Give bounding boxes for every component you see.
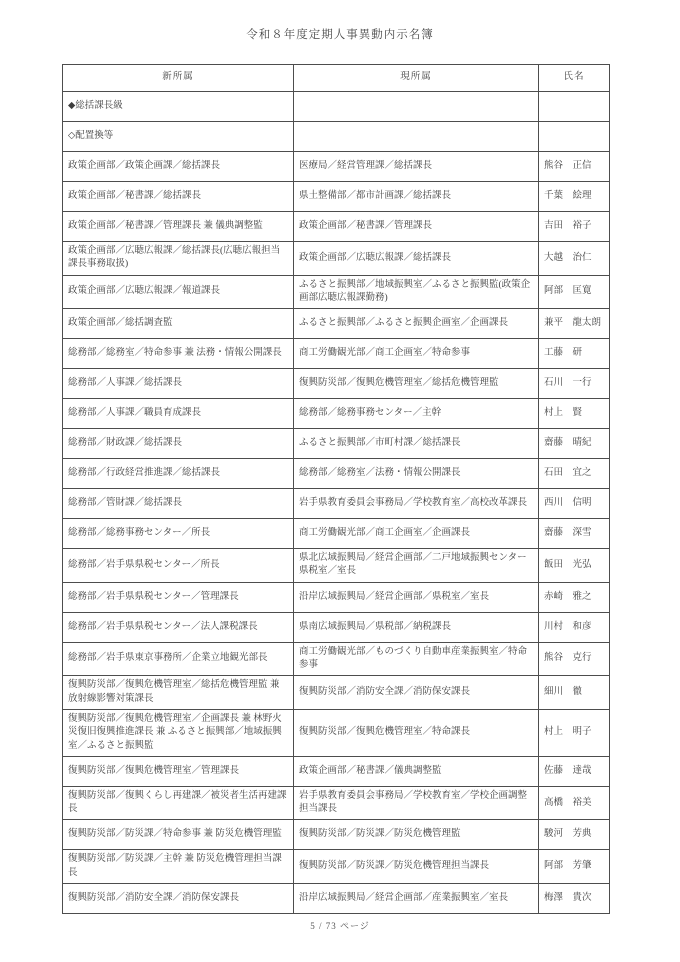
table-row	[63, 786, 610, 820]
cell-current-affiliation	[294, 122, 539, 152]
cell-name: 熊谷 正信	[539, 152, 610, 182]
personnel-table	[62, 64, 610, 914]
cell-current-affiliation: 復興防災部／復興危機管理室／特命課長	[294, 709, 539, 756]
table-row	[63, 850, 610, 884]
table-row	[63, 676, 610, 710]
table-row	[63, 212, 610, 242]
cell-new-affiliation: 総務部／岩手県県税センター／法人課税課長	[63, 612, 294, 642]
cell-current-affiliation	[294, 92, 539, 122]
table-row	[63, 820, 610, 850]
cell-name: 飯田 光弘	[539, 549, 610, 583]
cell-name: 大越 治仁	[539, 242, 610, 276]
cell-name: 石田 宜之	[539, 459, 610, 489]
table-row	[63, 489, 610, 519]
cell-new-affiliation: 総務部／行政経営推進課／総括課長	[63, 459, 294, 489]
cell-new-affiliation: 政策企画部／広聴広報課／報道課長	[63, 275, 294, 309]
cell-new-affiliation: ◇配置換等	[63, 122, 294, 152]
cell-name: 千葉 絵理	[539, 182, 610, 212]
table-row	[63, 612, 610, 642]
cell-current-affiliation: 政策企画部／秘書課／儀典調整監	[294, 756, 539, 786]
header-name: 氏名	[539, 65, 610, 92]
cell-current-affiliation: 県北広域振興局／経営企画部／二戸地域振興センター県税室／室長	[294, 549, 539, 583]
cell-new-affiliation: 総務部／岩手県県税センター／所長	[63, 549, 294, 583]
cell-current-affiliation: 商工労働観光部／ものづくり自動車産業振興室／特命参事	[294, 642, 539, 676]
cell-current-affiliation: 復興防災部／防災課／防災危機管理監	[294, 820, 539, 850]
cell-new-affiliation: 総務部／総務室／特命参事 兼 法務・情報公開課長	[63, 339, 294, 369]
cell-name: 村上 明子	[539, 709, 610, 756]
cell-new-affiliation: 政策企画部／政策企画課／総括課長	[63, 152, 294, 182]
cell-new-affiliation: 総務部／岩手県東京事務所／企業立地観光部長	[63, 642, 294, 676]
cell-name: 阿部 匡寛	[539, 275, 610, 309]
cell-new-affiliation: 政策企画部／秘書課／総括課長	[63, 182, 294, 212]
cell-current-affiliation: 商工労働観光部／商工企画室／特命参事	[294, 339, 539, 369]
cell-current-affiliation: ふるさと振興部／ふるさと振興企画室／企画課長	[294, 309, 539, 339]
cell-new-affiliation: 復興防災部／消防安全課／消防保安課長	[63, 884, 294, 914]
cell-new-affiliation: 復興防災部／復興危機管理室／企画課長 兼 林野火災復旧復興推進課長 兼 ふるさと振興部／地域振興室／ふるさと振興監	[63, 709, 294, 756]
table-row	[63, 884, 610, 914]
cell-name: 赤崎 雅之	[539, 582, 610, 612]
cell-current-affiliation: 沿岸広域振興局／経営企画部／県税室／室長	[294, 582, 539, 612]
section-row	[63, 92, 610, 122]
table-row	[63, 709, 610, 756]
cell-current-affiliation: 政策企画部／広聴広報課／総括課長	[294, 242, 539, 276]
table-row	[63, 369, 610, 399]
cell-name: 吉田 裕子	[539, 212, 610, 242]
table-row	[63, 459, 610, 489]
cell-new-affiliation: 政策企画部／広聴広報課／総括課長(広聴広報担当課長事務取扱)	[63, 242, 294, 276]
table-row	[63, 429, 610, 459]
cell-name: 高橋 裕美	[539, 786, 610, 820]
section-row	[63, 122, 610, 152]
cell-name	[539, 92, 610, 122]
cell-current-affiliation: 政策企画部／秘書課／管理課長	[294, 212, 539, 242]
cell-current-affiliation: 岩手県教育委員会事務局／学校教育室／高校改革課長	[294, 489, 539, 519]
cell-current-affiliation: 医療局／経営管理課／総括課長	[294, 152, 539, 182]
table-row	[63, 399, 610, 429]
cell-current-affiliation: 県土整備部／都市計画課／総括課長	[294, 182, 539, 212]
cell-name: 工藤 研	[539, 339, 610, 369]
table-row	[63, 756, 610, 786]
cell-name: 兼平 龍太朗	[539, 309, 610, 339]
cell-name	[539, 122, 610, 152]
header-new-affiliation: 新所属	[63, 65, 294, 92]
page-number: 5 / 73 ページ	[310, 921, 370, 931]
cell-current-affiliation: 総務部／総務事務センター／主幹	[294, 399, 539, 429]
cell-current-affiliation: 復興防災部／消防安全課／消防保安課長	[294, 676, 539, 710]
cell-name: 石川 一行	[539, 369, 610, 399]
document-title: 令和８年度定期人事異動内示名簿	[246, 29, 434, 41]
cell-current-affiliation: 沿岸広域振興局／経営企画部／産業振興室／室長	[294, 884, 539, 914]
header-current-affiliation: 現所属	[294, 65, 539, 92]
cell-name: 梅澤 貴次	[539, 884, 610, 914]
cell-new-affiliation: 総務部／総務事務センター／所長	[63, 519, 294, 549]
table-header-row	[63, 65, 610, 92]
cell-name: 熊谷 克行	[539, 642, 610, 676]
table-row	[63, 582, 610, 612]
cell-new-affiliation: 総務部／岩手県県税センター／管理課長	[63, 582, 294, 612]
cell-new-affiliation: 総務部／人事課／職員育成課長	[63, 399, 294, 429]
table-row	[63, 642, 610, 676]
cell-current-affiliation: ふるさと振興部／市町村課／総括課長	[294, 429, 539, 459]
table-row	[63, 182, 610, 212]
cell-current-affiliation: 岩手県教育委員会事務局／学校教育室／学校企画調整担当課長	[294, 786, 539, 820]
table-row	[63, 519, 610, 549]
cell-name: 西川 信明	[539, 489, 610, 519]
table-row	[63, 152, 610, 182]
cell-name: 齋藤 晴紀	[539, 429, 610, 459]
table-row	[63, 242, 610, 276]
cell-new-affiliation: 復興防災部／復興くらし再建課／被災者生活再建課長	[63, 786, 294, 820]
cell-name: 佐藤 達哉	[539, 756, 610, 786]
table-body	[63, 92, 610, 914]
table-row	[63, 275, 610, 309]
cell-new-affiliation: 総務部／財政課／総括課長	[63, 429, 294, 459]
cell-current-affiliation: 総務部／総務室／法務・情報公開課長	[294, 459, 539, 489]
table-row	[63, 549, 610, 583]
cell-name: 阿部 芳肇	[539, 850, 610, 884]
cell-new-affiliation: 復興防災部／防災課／特命参事 兼 防災危機管理監	[63, 820, 294, 850]
cell-current-affiliation: ふるさと振興部／地域振興室／ふるさと振興監(政策企画部広聴広報課勤務)	[294, 275, 539, 309]
cell-new-affiliation: 総務部／人事課／総括課長	[63, 369, 294, 399]
cell-name: 齋藤 深雪	[539, 519, 610, 549]
cell-new-affiliation: 政策企画部／秘書課／管理課長 兼 儀典調整監	[63, 212, 294, 242]
cell-new-affiliation: 政策企画部／総括調査監	[63, 309, 294, 339]
cell-new-affiliation: 復興防災部／復興危機管理室／管理課長	[63, 756, 294, 786]
cell-name: 駿河 芳典	[539, 820, 610, 850]
cell-name: 川村 和彦	[539, 612, 610, 642]
table-row	[63, 339, 610, 369]
cell-name: 細川 徹	[539, 676, 610, 710]
cell-current-affiliation: 商工労働観光部／商工企画室／企画課長	[294, 519, 539, 549]
cell-new-affiliation: ◆総括課長級	[63, 92, 294, 122]
cell-current-affiliation: 復興防災部／復興危機管理室／総括危機管理監	[294, 369, 539, 399]
cell-new-affiliation: 復興防災部／防災課／主幹 兼 防災危機管理担当課長	[63, 850, 294, 884]
cell-new-affiliation: 総務部／管財課／総括課長	[63, 489, 294, 519]
table-row	[63, 309, 610, 339]
cell-name: 村上 賢	[539, 399, 610, 429]
cell-new-affiliation: 復興防災部／復興危機管理室／総括危機管理監 兼 放射線影響対策課長	[63, 676, 294, 710]
cell-current-affiliation: 復興防災部／防災課／防災危機管理担当課長	[294, 850, 539, 884]
cell-current-affiliation: 県南広域振興局／県税部／納税課長	[294, 612, 539, 642]
